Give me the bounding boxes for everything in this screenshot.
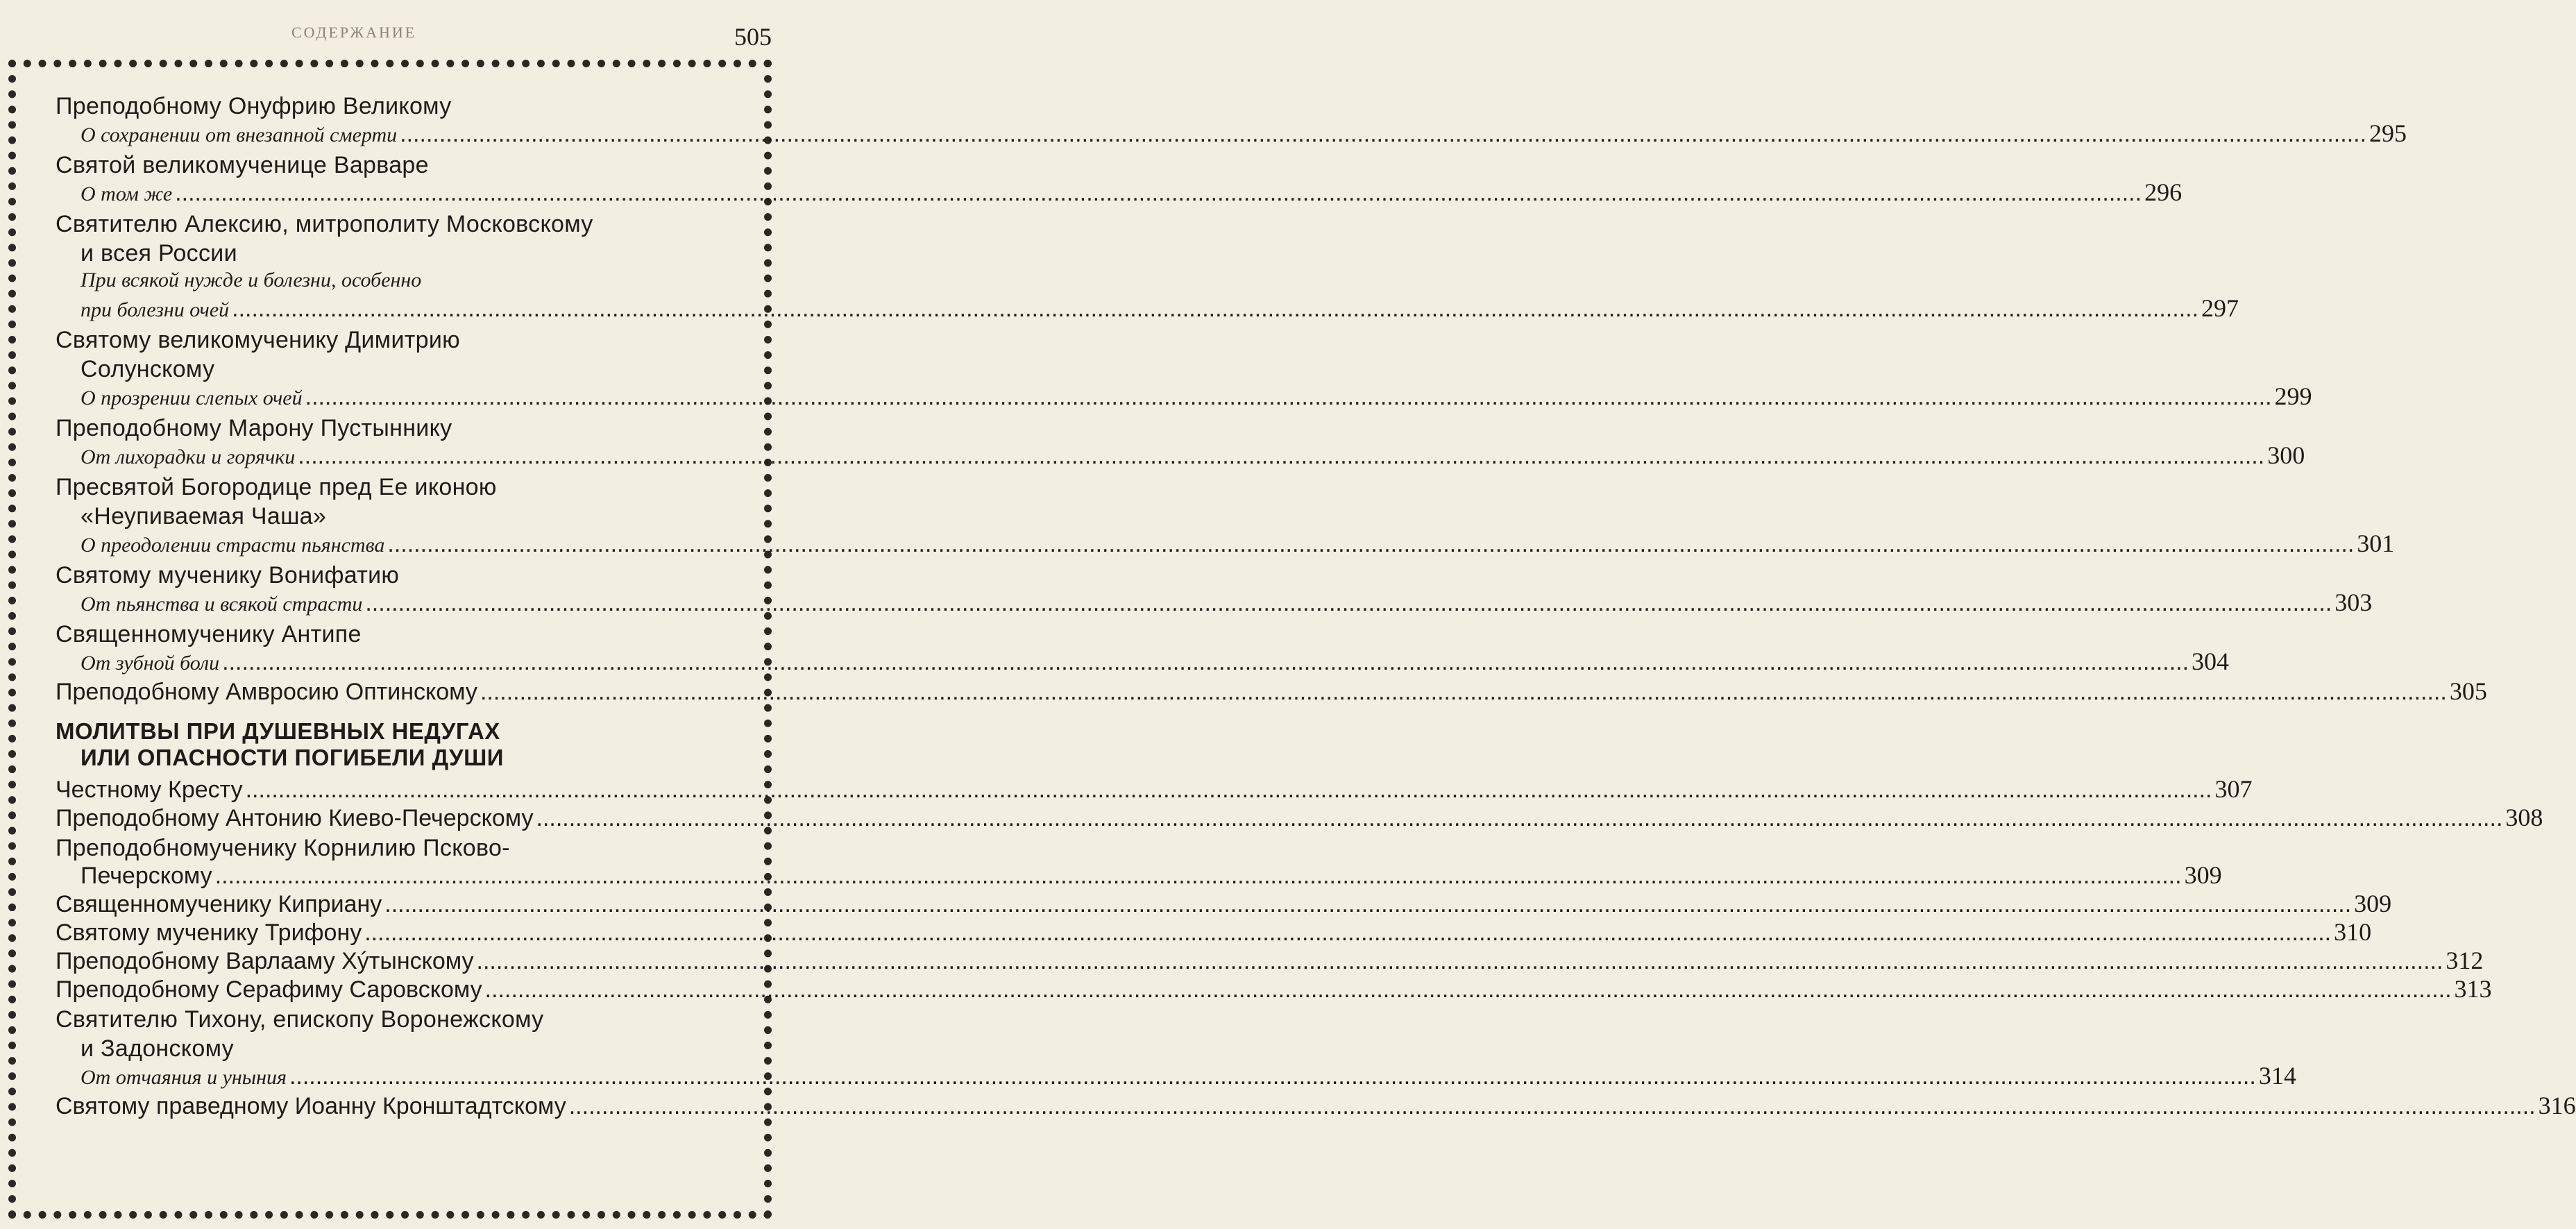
toc-line — [56, 947, 2484, 975]
toc-subtitle: О сохранении от внезапной смерти — [80, 124, 398, 146]
toc-page-number: 297 — [2201, 294, 2239, 322]
toc-line — [56, 382, 2312, 412]
toc-subtitle: О том же — [80, 183, 173, 205]
toc-line — [56, 588, 2373, 618]
toc-line — [56, 294, 2239, 324]
toc-page-number: 301 — [2357, 529, 2395, 557]
toc-title-continued: Солунскому — [80, 356, 215, 382]
toc-subtitle: О прозрении слепых очей — [80, 387, 303, 409]
toc-subtitle: при болезни очей — [80, 298, 230, 321]
toc-entry[interactable] — [56, 93, 2407, 149]
toc-title: Святому великомученику Димитрию — [56, 327, 460, 353]
leader-dots: ............................................................................................................................................................................................................................................................................................................ — [384, 891, 2352, 917]
toc-title-continued: «Неупиваемая Чаша» — [80, 503, 327, 529]
toc-title: Преподобному Антонию Киево-Печерскому — [56, 805, 534, 831]
toc-title: Священномученику Антипе — [56, 621, 362, 647]
toc-title: Преподобному Амвросию Оптинскому — [56, 679, 477, 705]
toc-page-number: 299 — [2274, 382, 2312, 410]
toc-line — [56, 890, 2392, 918]
toc-title: Честному Кресту — [56, 777, 243, 803]
toc-subtitle: От пьянства и всякой страсти — [80, 593, 363, 616]
toc-title: Преподобному Серафиму Саровскому — [56, 976, 482, 1003]
toc-title-continued: и Задонскому — [80, 1035, 234, 1062]
toc-page-number: 310 — [2334, 918, 2372, 946]
toc-line — [56, 529, 2395, 559]
toc-line — [56, 1062, 2296, 1092]
toc-entry[interactable] — [56, 474, 2395, 559]
toc-entry[interactable] — [56, 327, 2312, 412]
toc-title: Преподобному Онуфрию Великому — [56, 93, 452, 119]
toc-entry[interactable] — [56, 947, 2484, 975]
toc-entry[interactable] — [56, 677, 2487, 706]
toc-line — [56, 861, 2222, 890]
toc-page-number: 313 — [2454, 975, 2492, 1003]
toc-page-number: 307 — [2214, 775, 2253, 803]
toc-page-number: 316 — [2538, 1092, 2576, 1119]
toc-line — [56, 441, 2305, 471]
toc-title: Святителю Тихону, епископу Воронежскому — [56, 1006, 544, 1033]
toc-content — [56, 90, 2576, 1120]
leader-dots: ............................................................................................................................................................................................................................................................................................................ — [480, 679, 2447, 705]
leader-dots: ............................................................................................................................................................................................................................................................................................................ — [387, 531, 2355, 557]
leader-dots: ............................................................................................................................................................................................................................................................................................................ — [245, 777, 2212, 803]
toc-title: Преподобному Варлааму Хýтынскому — [56, 948, 474, 974]
toc-title: Святому праведному Иоанну Кронштадтскому — [56, 1093, 566, 1119]
toc-line — [56, 975, 2492, 1003]
toc-title: Преподобному Марону Пустыннику — [56, 415, 452, 441]
toc-subtitle: При всякой нужде и болезни, особенно — [80, 269, 422, 291]
toc-entry[interactable] — [56, 890, 2392, 918]
toc-page-number: 305 — [2449, 677, 2487, 705]
leader-dots: ............................................................................................................................................................................................................................................................................................................ — [175, 180, 2142, 206]
toc-title: Святителю Алексию, митрополиту Московскому — [56, 211, 593, 237]
section-heading-line1: МОЛИТВЫ ПРИ ДУШЕВНЫХ НЕДУГАХ — [56, 718, 500, 744]
toc-entry[interactable] — [56, 1006, 2296, 1092]
leader-dots: ............................................................................................................................................................................................................................................................................................................ — [298, 443, 2265, 469]
toc-page-number: 312 — [2446, 947, 2484, 974]
toc-entry[interactable] — [56, 918, 2372, 947]
leader-dots: ............................................................................................................................................................................................................................................................................................................ — [289, 1063, 2256, 1090]
leader-dots: ............................................................................................................................................................................................................................................................................................................ — [484, 976, 2452, 1003]
toc-entry[interactable] — [56, 775, 2253, 804]
toc-title: Пресвятой Богородице пред Ее иконою — [56, 474, 497, 500]
leader-dots: ............................................................................................................................................................................................................................................................................................................ — [365, 590, 2332, 616]
leader-dots: ............................................................................................................................................................................................................................................................................................................ — [214, 863, 2182, 889]
toc-page-number: 314 — [2258, 1062, 2296, 1090]
toc-entry[interactable] — [56, 562, 2373, 618]
toc-entry[interactable] — [56, 975, 2492, 1003]
toc-subtitle: От лихорадки и горячки — [80, 446, 296, 468]
toc-page-number: 309 — [2184, 861, 2222, 889]
toc-page-number: 309 — [2354, 890, 2392, 917]
toc-entry[interactable] — [56, 804, 2543, 832]
toc-page-number: 303 — [2334, 588, 2373, 616]
toc-line — [56, 918, 2372, 947]
toc-title: Святой великомученице Варваре — [56, 152, 429, 178]
toc-line — [56, 647, 2230, 677]
leader-dots: ............................................................................................................................................................................................................................................................................................................ — [536, 805, 2503, 831]
toc-subtitle: От зубной боли — [80, 652, 220, 675]
toc-title: Печерскому — [80, 863, 212, 889]
leader-dots: ............................................................................................................................................................................................................................................................................................................ — [222, 649, 2189, 675]
toc-entry[interactable] — [56, 835, 2222, 890]
toc-line — [56, 775, 2253, 804]
leader-dots: ............................................................................................................................................................................................................................................................................................................ — [400, 121, 2367, 147]
toc-line — [56, 1092, 2576, 1120]
toc-title: Преподобномученику Корнилию Псково- — [56, 835, 510, 861]
leader-dots: ............................................................................................................................................................................................................................................................................................................ — [364, 919, 2332, 946]
toc-subtitle: О преодолении страсти пьянства — [80, 534, 385, 557]
toc-line — [56, 804, 2543, 832]
toc-line — [56, 677, 2487, 706]
section-heading-line2: ИЛИ ОПАСНОСТИ ПОГИБЕЛИ ДУШИ — [80, 745, 504, 770]
toc-title: Святому мученику Трифону — [56, 919, 362, 946]
toc-entry[interactable] — [56, 211, 2239, 324]
toc-entry[interactable] — [56, 415, 2305, 471]
toc-title: Священномученику Киприану — [56, 891, 382, 917]
toc-page-number: 308 — [2505, 804, 2543, 831]
toc-title: Святому мученику Вонифатию — [56, 562, 400, 588]
toc-page-number: 295 — [2369, 119, 2407, 147]
leader-dots: ............................................................................................................................................................................................................................................................................................................ — [305, 384, 2272, 410]
leader-dots: ............................................................................................................................................................................................................................................................................................................ — [232, 296, 2199, 322]
section-heading — [56, 718, 722, 771]
toc-subtitle: От отчаяния и уныния — [80, 1066, 287, 1089]
toc-title-continued: и всея России — [80, 240, 237, 266]
toc-line — [56, 119, 2407, 149]
toc-entry[interactable] — [56, 152, 2183, 208]
leader-dots: ............................................................................................................................................................................................................................................................................................................ — [476, 948, 2443, 974]
page-number: 505 — [734, 23, 772, 51]
leader-dots: ............................................................................................................................................................................................................................................................................................................ — [568, 1093, 2536, 1119]
toc-page-number: 300 — [2267, 441, 2305, 469]
running-title: СОДЕРЖАНИЕ — [291, 24, 417, 41]
toc-entry[interactable] — [56, 621, 2230, 677]
toc-line — [56, 178, 2183, 208]
toc-page-number: 304 — [2192, 647, 2230, 675]
toc-page-number: 296 — [2144, 178, 2183, 206]
toc-entry[interactable] — [56, 1092, 2576, 1120]
